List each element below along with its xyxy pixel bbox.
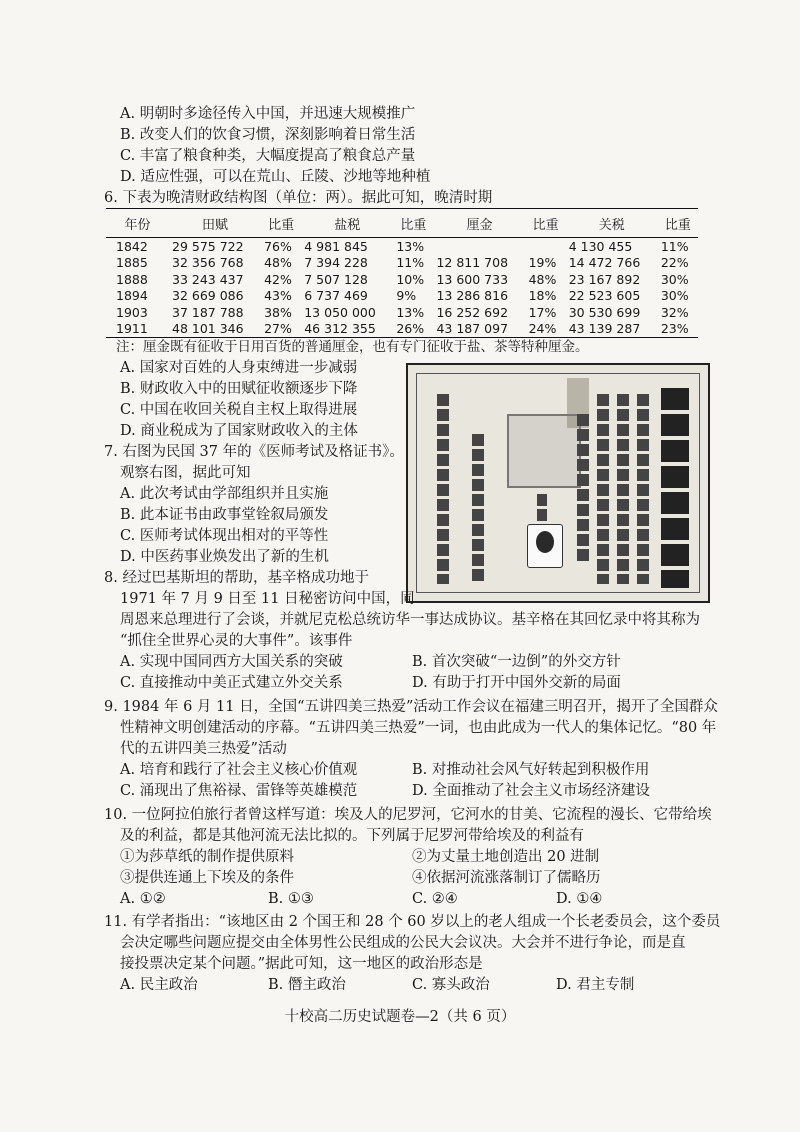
table-cell: 76% [264,238,292,254]
table-row [106,271,698,288]
table-cell: 32 356 768 [172,255,244,271]
table-cell: 23% [658,321,698,338]
table-cell: 1911 [106,321,169,338]
q7-stem-line1: 7. 右图为民国 37 年的《医师考试及格证书》。 [104,444,404,460]
q11-line1: 11. 有学者指出：“该地区由 2 个国王和 28 个 60 岁以上的老人组成一个长老委员会，这个委员 [104,914,721,930]
table-cell: 42% [264,271,292,287]
table-cell: 26% [393,321,433,338]
table-cell: 13 286 816 [436,288,509,304]
q8-option-d: D. 有助于打开中国外交新的局面 [412,675,621,691]
table-cell: 23 167 892 [568,271,641,287]
table-cell: 1903 [116,304,148,320]
table-cell: 14 472 766 [568,255,641,271]
q7-option-c: C. 医师考试体现出相对的平等性 [120,528,329,544]
q8-option-b: B. 首次突破“一边倒”的外交方针 [412,654,621,670]
q6-note: 注：厘金既有征收于日用百货的普通厘金，也有专门征收于盐、茶等特种厘金。 [116,339,589,355]
table-cell: 43 139 287 [566,321,658,338]
table-cell: 37 187 788 [172,304,244,320]
q7-option-d: D. 中医药事业焕发出了新的生机 [120,549,329,565]
table-cell: 13 050 000 [304,304,376,320]
q11-line3: 接投票决定某个问题。”据此可知，这一地区的政治形态是 [120,956,483,972]
table-cell: 1842 [116,238,148,254]
q5-option-d: D. 适应性强，可以在荒山、丘陵、沙地等地种植 [120,169,431,185]
table-cell: 48 101 346 [169,321,261,338]
q8-option-c: C. 直接推动中美正式建立外交关系 [120,675,343,691]
q10-option-a: A. ①② [120,891,166,907]
q7-option-a: A. 此次考试由学部组织并且实施 [120,486,329,502]
q9-option-a: A. 培育和践行了社会主义核心价值观 [120,762,358,778]
q5-option-a: A. 明朝时多途径传入中国，并迅速大规模推广 [120,106,416,122]
q8-line2: 1971 年 7 月 9 日至 11 日秘密访问中国，同 [120,591,415,607]
q9-option-d: D. 全面推动了社会主义市场经济建设 [412,783,650,799]
table-cell: 22 523 605 [568,288,641,304]
certificate-text-column [577,414,589,564]
table-row [106,238,698,255]
finance-table [106,208,698,338]
table-row [106,304,698,321]
certificate-text-column [437,394,449,584]
table-header: 厘金 [433,209,525,238]
table-cell: 7 394 228 [304,255,368,271]
q8-line3: 周恩来总理进行了会谈，并就尼克松总统访华一事达成协议。基辛格在其回忆录中将其称为 [120,612,700,628]
table-cell: 48% [264,255,292,271]
q11-line2: 会决定哪些问题应提交由全体男性公民组成的公民大会议决。大会并不进行争论，而是直 [120,935,686,951]
q10-item-4: ④依据河流涨落制订了儒略历 [412,870,601,886]
table-cell: 1888 [116,271,148,287]
table-cell: 11% [660,238,689,254]
q10-option-c: C. ②④ [412,891,458,907]
table-cell: 33 243 437 [172,271,244,287]
table-header: 比重 [526,209,566,238]
certificate-text-column [617,394,629,584]
table-cell: 13% [396,238,425,254]
table-cell: 1894 [116,288,148,304]
table-row [106,288,698,305]
q6-option-c: C. 中国在收回关税自主权上取得进展 [120,402,358,418]
q11-option-d: D. 君主专制 [556,977,635,993]
q6-stem: 6. 下表为晚清财政结构图（单位：两）。据此可知，晚清时期 [104,190,493,206]
table-header: 比重 [393,209,433,238]
table-cell: 30% [660,271,689,287]
q10-option-d: D. ①④ [556,891,603,907]
certificate-title-column [661,388,689,588]
table-cell: 43 187 097 [433,321,525,338]
q10-line2: 及的利益，都是其他河流无法比拟的。下列属于尼罗河带给埃及的利益有 [120,828,584,844]
table-cell: 29 575 722 [172,238,244,254]
certificate-seal [507,414,581,488]
table-cell: 48% [528,271,557,287]
q6-option-d: D. 商业税成为了国家财政收入的主体 [120,423,358,439]
q10-option-b: B. ①③ [268,891,314,907]
q8-line4: “抓住全世界心灵的大事件”。该事件 [120,633,353,649]
table-header: 比重 [658,209,698,238]
table-cell: 30% [660,288,689,304]
table-header: 田赋 [169,209,261,238]
table-cell: 7 507 128 [304,271,368,287]
q9-line2: 性精神文明创建活动的序幕。“五讲四美三热爱”一词，也由此成为一代人的集体记忆。“80 年 [120,720,717,736]
table-cell: 17% [528,304,557,320]
table-header: 年份 [106,209,169,238]
table-cell: 10% [396,271,425,287]
table-cell: 13% [396,304,425,320]
table-cell: 11% [396,255,425,271]
table-cell: 4 130 455 [568,238,633,254]
q9-line3: 代的五讲四美三热爱”活动 [120,741,287,757]
q9-line1: 9. 1984 年 6 月 11 日，全国“五讲四美三热爱”活动工作会议在福建三明召开，揭开了全国群众 [104,699,718,715]
table-cell: 32% [660,304,689,320]
table-cell: 16 252 692 [436,304,509,320]
table-cell: 46 312 355 [301,321,393,338]
table-cell: 27% [261,321,301,338]
q11-option-b: B. 僭主政治 [268,977,346,993]
table-cell: 13 600 733 [436,271,509,287]
table-cell: 19% [528,255,557,271]
certificate-frame [416,373,700,593]
table-row [106,255,698,272]
q6-option-b: B. 财政收入中的田赋征收额逐步下降 [120,381,358,397]
q6-option-a: A. 国家对百姓的人身束缚进一步减弱 [120,360,358,376]
certificate-portrait [536,531,554,553]
table-cell: 38% [264,304,292,320]
table-cell: 24% [526,321,566,338]
table-cell: 22% [660,255,689,271]
certificate-text-column [472,434,484,584]
table-cell: 6 737 469 [304,288,368,304]
table-cell: 18% [528,288,557,304]
q11-option-a: A. 民主政治 [120,977,198,993]
table-header: 盐税 [301,209,393,238]
table-cell: 12 811 708 [436,255,509,271]
table-header: 关税 [566,209,658,238]
q7-stem-line2: 观察右图，据此可知 [120,465,251,481]
q9-option-b: B. 对推动社会风气好转起到积极作用 [412,762,650,778]
table-cell [526,238,566,255]
certificate-image [406,363,710,603]
table-cell [433,238,525,255]
q10-item-3: ③提供连通上下埃及的条件 [120,870,294,886]
table-cell: 32 669 086 [172,288,244,304]
q5-option-c: C. 丰富了粮食种类，大幅度提高了粮食总产量 [120,148,416,164]
q5-option-b: B. 改变人们的饮食习惯，深刻影响着日常生活 [120,127,416,143]
q9-option-c: C. 涌现出了焦裕禄、雷锋等英雄模范 [120,783,358,799]
q10-line1: 10. 一位阿拉伯旅行者曾这样写道：埃及人的尼罗河，它河水的甘美、它流程的漫长、它带给埃 [104,807,712,823]
table-row [106,321,698,338]
table-cell: 1885 [116,255,148,271]
table-cell: 43% [264,288,292,304]
table-header-row [106,209,698,238]
page-footer: 十校高二历史试题卷—2（共 6 页） [284,1009,516,1025]
q10-item-1: ①为莎草纸的制作提供原料 [120,849,294,865]
q8-option-a: A. 实现中国同西方大国关系的突破 [120,654,343,670]
certificate-photo [527,524,563,568]
q7-option-b: B. 此本证书由政事堂铨叙局颁发 [120,507,329,523]
certificate-text-column [637,394,649,584]
table-cell: 9% [396,288,417,304]
q8-line1: 8. 经过巴基斯坦的帮助，基辛格成功地于 [104,570,369,586]
certificate-text-column [597,394,609,584]
q11-option-c: C. 寡头政治 [412,977,490,993]
table-cell: 30 530 699 [568,304,641,320]
q10-item-2: ②为丈量土地创造出 20 进制 [412,849,600,865]
table-header: 比重 [261,209,301,238]
table-cell: 4 981 845 [304,238,368,254]
